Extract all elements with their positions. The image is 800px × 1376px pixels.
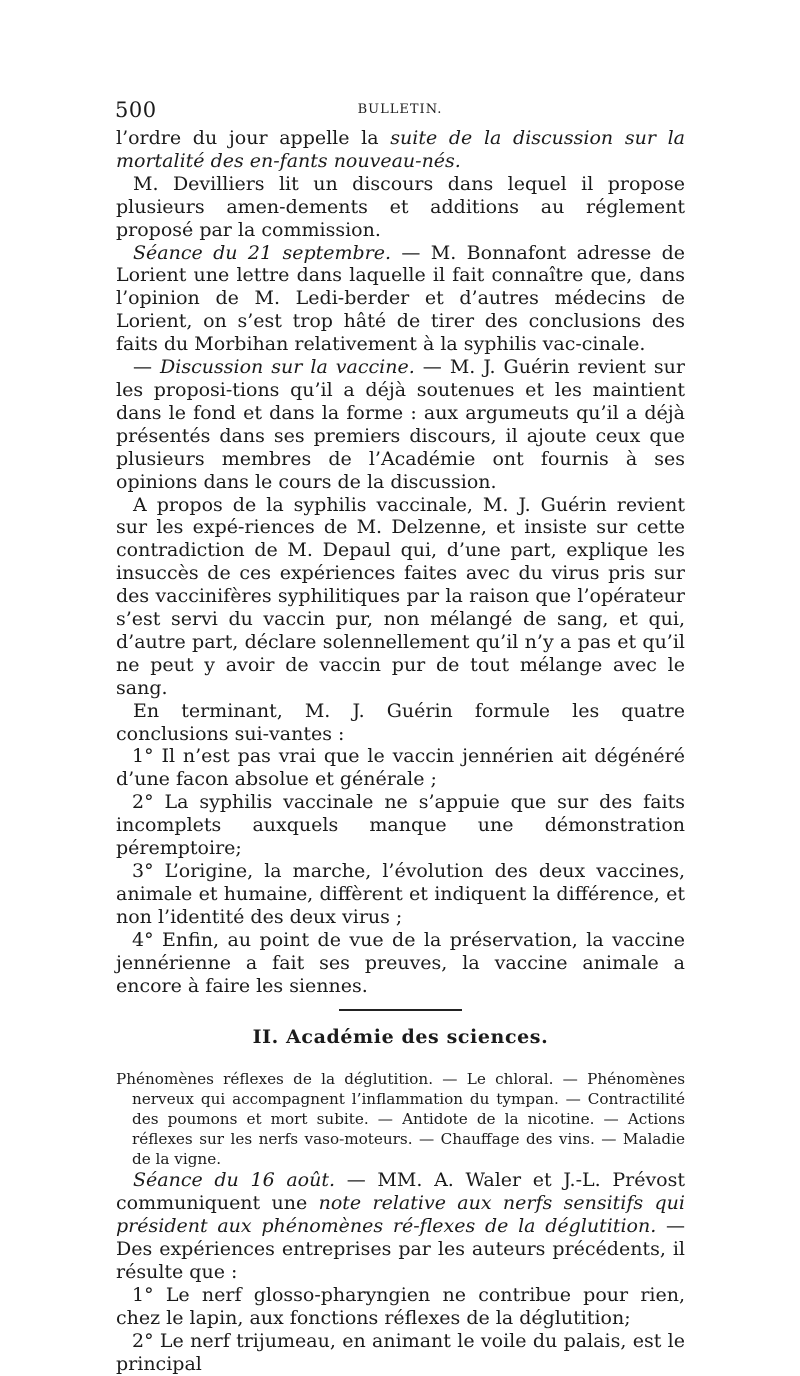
section-summary: Phénomènes réflexes de la déglutition. — Le chloral. — Phénomènes nerveux qui accompagnent l’inflammation du tympan. — Contractilité des poumons et mort subite. — Antidote de la nicotine. — Actions réflexes sur les nerfs vaso-moteurs. — Chauffage des vins. — Maladie de la vigne. bbox=[116, 1070, 685, 1169]
discussion-text: — M. J. Guérin revient sur les proposi-tions qu’il a déjà soutenues et les maintient dans le fond et dans la forme : aux argumeuts qu’il a déjà présentés dans ses premiers discours, il ajoute ceux que plusieurs membres de l’Académie ont fournis à ses opinions dans le cours de la discussion. bbox=[116, 356, 685, 493]
page-number: 500 bbox=[115, 98, 157, 122]
paragraph-discussion-vaccine bbox=[116, 356, 685, 493]
seance-16-date: Séance du 16 août. bbox=[133, 1169, 336, 1192]
section-divider bbox=[339, 1009, 462, 1011]
conclusion-2: 2° La syphilis vaccinale ne s’appuie que sur des faits incomplets auxquels manque une démonstration péremptoire; bbox=[116, 791, 685, 860]
deglutition-point-2: 2° Le nerf trijumeau, en animant le voile du palais, est le principal bbox=[116, 1329, 685, 1375]
conclusion-1: 1° Il n’est pas vrai que le vaccin jennérien ait dégénéré d’une facon absolue et générale ; bbox=[116, 745, 685, 791]
seance-date: Séance du 21 septembre. bbox=[133, 241, 392, 264]
section-title: II. Académie des sciences. bbox=[252, 1026, 549, 1049]
discussion-topic: Discussion sur la vaccine. bbox=[160, 356, 415, 379]
deglutition-point-1: 1° Le nerf glosso-pharyngien ne contribue pour rien, chez le lapin, aux fonctions réflexes de la déglutition; bbox=[116, 1283, 685, 1329]
seance-16-rest: — Des expériences entreprises par les auteurs précédents, il résulte que : bbox=[116, 1215, 685, 1283]
paragraph-syphilis: A propos de la syphilis vaccinale, M. J. Guérin revient sur les expé-riences de M. Delzenne, et insiste sur cette contradiction de M. Depaul qui, d’une part, explique les insuccès de ces expériences faites avec du virus pris sur des vaccinifères syphilitiques par la raison que l’opérateur s’est servi du vaccin pur, non mélangé de sang, et qui, d’autre part, déclare solennellement qu’il n’y a pas et qu’il ne peut y avoir de vaccin pur de tout mélange avec le sang. bbox=[116, 493, 685, 699]
paragraph-conclusions-intro: En terminant, M. J. Guérin formule les quatre conclusions sui-vantes : bbox=[116, 699, 685, 745]
conclusion-4: 4° Enfin, au point de vue de la préservation, la vaccine jennérienne a fait ses preuves, la vaccine animale a encore à faire les siennes. bbox=[116, 928, 685, 997]
note-title: note relative aux nerfs sensitifs qui président aux phénomènes ré-flexes de la déglutition. bbox=[116, 1192, 685, 1238]
seance-text: — M. Bonnafont adresse de Lorient une lettre dans laquelle il fait connaître que, dans l’opinion de M. Ledi-berder et d’autres médecins de Lorient, on s’est trop hâté de tirer des conclusions des faits du Morbihan relativement à la syphilis vac-cinale. bbox=[116, 241, 685, 356]
seance-16-text: — MM. A. Waler et J.-L. Prévost communiquent une bbox=[116, 1169, 685, 1215]
running-title: BULLETIN. bbox=[357, 102, 443, 117]
page-header bbox=[115, 98, 685, 122]
dash: — bbox=[133, 356, 161, 379]
agenda-topic: suite de la discussion sur la mortalité des en-fants nouveau-nés. bbox=[116, 127, 685, 172]
agenda-text: l’ordre du jour appelle la bbox=[116, 127, 391, 149]
paragraph-devilliers: M. Devilliers lit un discours dans lequel il propose plusieurs amen-dements et additions au réglement proposé par la commission. bbox=[116, 172, 685, 241]
paragraph-seance-16 bbox=[116, 1169, 685, 1284]
paragraph-seance-21 bbox=[116, 242, 685, 357]
page-body bbox=[116, 127, 685, 1376]
conclusion-3: 3° L’origine, la marche, l’évolution des deux vaccines, animale et humaine, diffèrent et indiquent la différence, et non l’identité des deux virus ; bbox=[116, 860, 685, 928]
paragraph-agenda bbox=[116, 127, 685, 173]
